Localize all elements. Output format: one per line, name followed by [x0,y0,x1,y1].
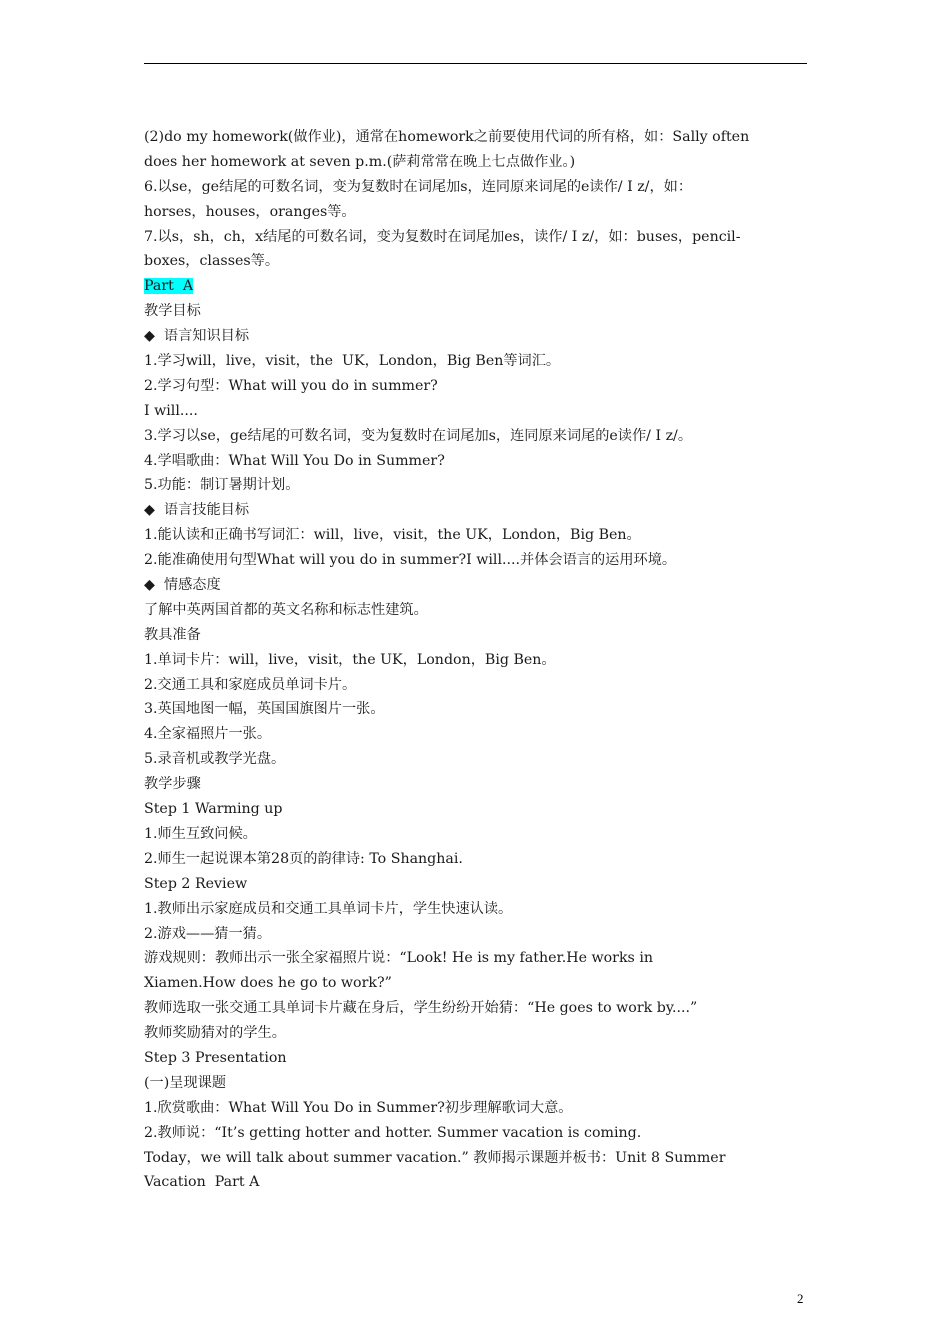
text-line: 3.英国地图一幅，英国国旗图片一张。 [144,701,385,718]
text-line: 教学目标 [144,303,201,320]
text-line: horses，houses，oranges等。 [144,203,356,220]
text-line: 4.学唱歌曲：What Will You Do in Summer? [144,452,445,469]
text-line: Xiamen.How does he go to work?” [144,975,392,992]
text-line: 教具准备 [144,626,201,643]
body-text [144,125,807,1195]
text-line: (一)呈现课题 [144,1074,227,1091]
text-line: 2.游戏——猜一猜。 [144,925,272,942]
text-line: 2.学习句型：What will you do in summer? [144,377,438,394]
text-line: 5.功能：制订暑期计划。 [144,477,300,494]
text-line: 3.学习以se，ge结尾的可数名词，变为复数时在词尾加s，连同原来词尾的e读作/ I z/。 [144,427,693,444]
text-line: 1.单词卡片：will，live，visit，the UK，London，Big Ben。 [144,651,556,668]
text-line: I will.... [144,402,198,419]
section-heading-part-a: Part A [144,278,194,295]
text-line: 教师选取一张交通工具单词卡片藏在身后，学生纷纷开始猜：“He goes to work by....” [144,1000,698,1017]
text-line: ◆ 语言技能目标 [144,502,250,519]
text-line: 1.教师出示家庭成员和交通工具单词卡片，学生快速认读。 [144,900,513,917]
text-line: 2.能准确使用句型What will you do in summer?I will....并体会语言的运用环境。 [144,552,677,569]
section-heading-line [144,274,807,299]
text-line: 6.以se，ge结尾的可数名词，变为复数时在词尾加s，连同原来词尾的e读作/ I z/，如： [144,178,693,195]
text-line: 2.师生一起说课本第28页的韵律诗: To Shanghai. [144,850,463,867]
text-line: 4.全家福照片一张。 [144,726,272,743]
text-line: 教学步骤 [144,776,201,793]
text-line: does her homework at seven p.m.(萨莉常常在晚上七点做作业。) [144,153,576,170]
text-line: Step 1 Warming up [144,801,283,818]
page-number: 2 [797,1291,804,1306]
text-line: 7.以s，sh，ch，x结尾的可数名词，变为复数时在词尾加es，读作/ I z/，如：buses，pencil- [144,228,741,245]
text-line: 5.录音机或教学光盘。 [144,751,286,768]
text-line: 了解中英两国首都的英文名称和标志性建筑。 [144,601,428,618]
text-line: boxes，classes等。 [144,253,280,270]
text-line: 1.学习will，live，visit，the UK，London，Big Ben等词汇。 [144,353,561,370]
text-line: Step 3 Presentation [144,1049,287,1066]
text-line: ◆ 语言知识目标 [144,328,250,345]
text-line: 1.师生互致问候。 [144,825,257,842]
text-line: (2)do my homework(做作业)，通常在homework之前要使用代词的所有格，如：Sally often [144,129,750,145]
text-line: Today，we will talk about summer vacation.” 教师揭示课题并板书：Unit 8 Summer [144,1149,726,1166]
text-line: 游戏规则：教师出示一张全家福照片说：“Look! He is my father.He works in [144,950,654,967]
text-line: ◆ 情感态度 [144,577,221,594]
text-line: 2.教师说：“It’s getting hotter and hotter. Summer vacation is coming. [144,1124,642,1141]
header-rule [144,63,807,64]
text-line: 教师奖励猜对的学生。 [144,1025,286,1042]
text-line: 2.交通工具和家庭成员单词卡片。 [144,676,357,693]
text-line: 1.能认读和正确书写词汇：will，live，visit，the UK，London，Big Ben。 [144,527,641,544]
text-line: Vacation Part A [144,1174,260,1191]
text-line: Step 2 Review [144,875,248,892]
text-line: 1.欣赏歌曲：What Will You Do in Summer?初步理解歌词大意。 [144,1099,573,1116]
